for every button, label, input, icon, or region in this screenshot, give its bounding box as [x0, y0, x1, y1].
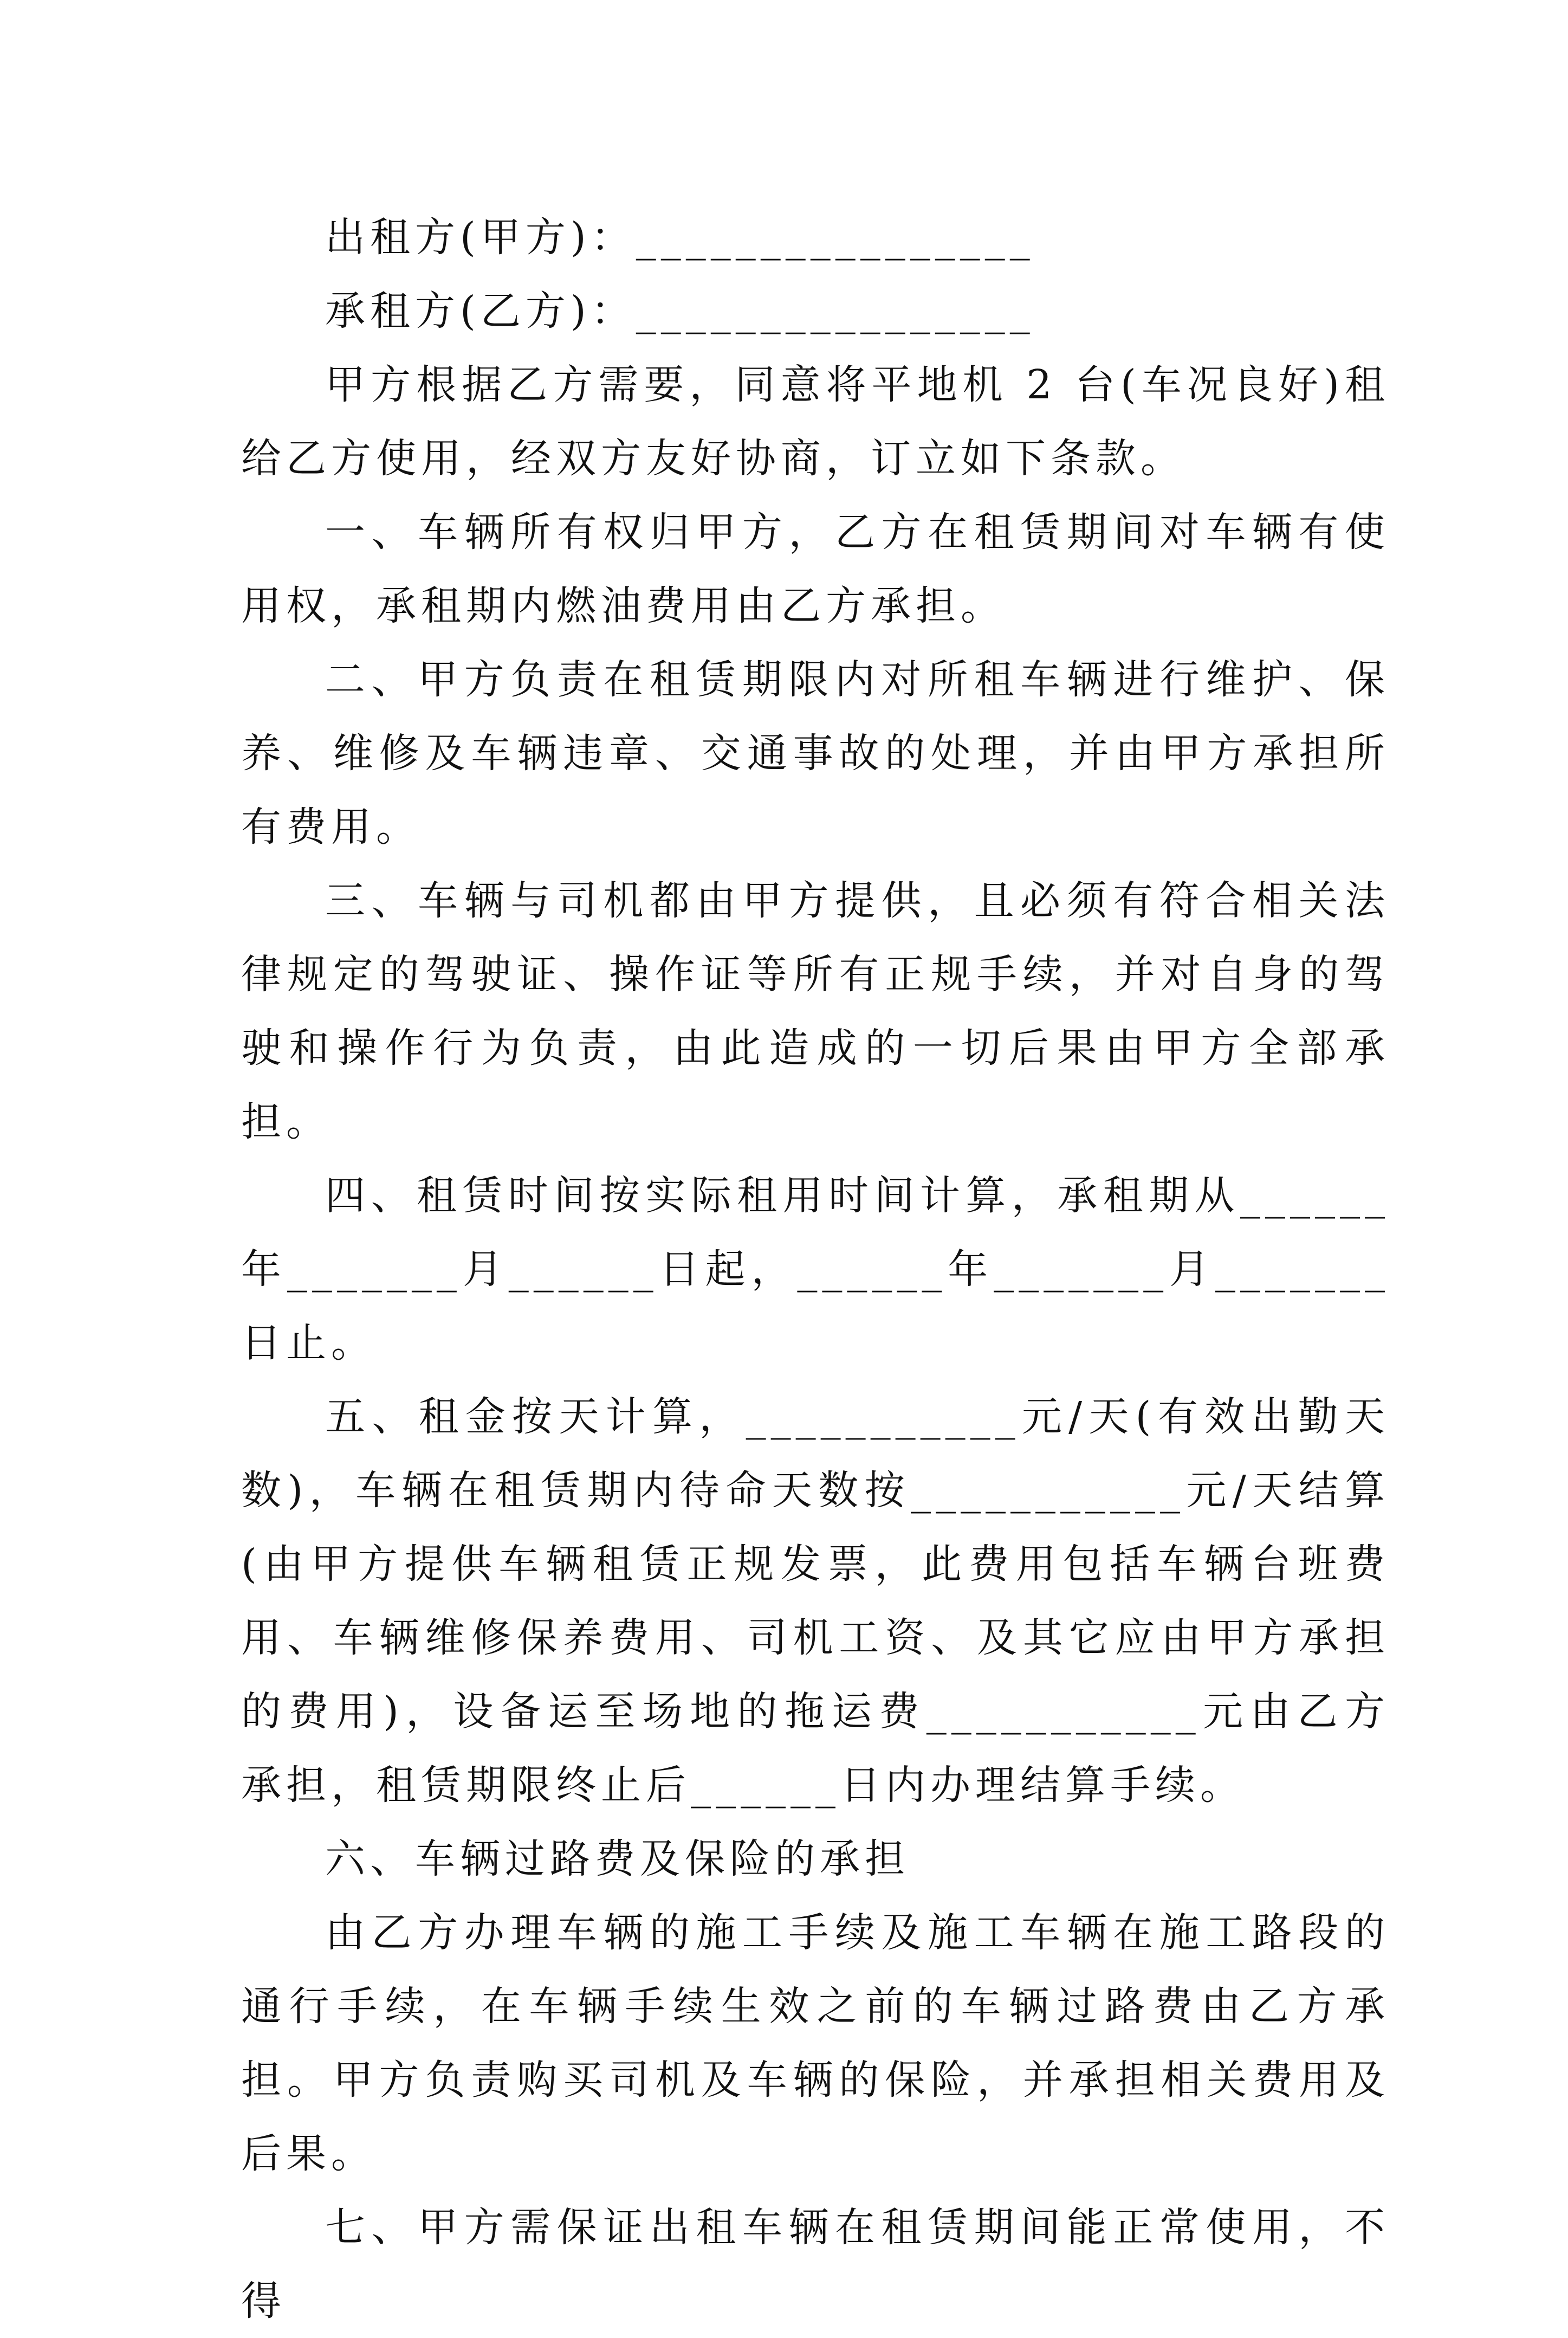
- paragraph-text: 五、租金按天计算，___________元/天(有效出勤天数)，车辆在租赁期内待命天数按___________元/天结算(由甲方提供车辆租赁正规发票，此费用包括车辆台班费用、车辆维修保养费用、司机工资、及其它应由甲方承担的费用)，设备运至场地的拖运费___________元由乙方承担，租赁期限终止后______日内办理结算手续。: [241, 1393, 1390, 1809]
- clause-1: [241, 495, 1390, 643]
- clause-3: [241, 864, 1390, 1159]
- paragraph-text: 二、甲方负责在租赁期限内对所租车辆进行维护、保养、维修及车辆违章、交通事故的处理，并由甲方承担所有费用。: [241, 656, 1390, 850]
- paragraph-text: 甲方根据乙方需要，同意将平地机 2 台(车况良好)租给乙方使用，经双方友好协商，订立如下条款。: [241, 361, 1390, 482]
- lessor-field: [241, 201, 1390, 274]
- paragraph-text: 一、车辆所有权归甲方，乙方在租赁期间对车辆有使用权，承租期内燃油费用由乙方承担。: [241, 509, 1390, 629]
- clause-5: [241, 1380, 1390, 1822]
- clause-6-heading: [241, 1822, 1390, 1896]
- clause-6-body: [241, 1896, 1390, 2191]
- paragraph-text: 三、车辆与司机都由甲方提供，且必须有符合相关法律规定的驾驶证、操作证等所有正规手续，并对自身的驾驶和操作行为负责，由此造成的一切后果由甲方全部承担。: [241, 877, 1390, 1145]
- paragraph-text: 四、租赁时间按实际租用时间计算，承租期从______年_______月______日起，______年_______月_______日止。: [241, 1172, 1390, 1366]
- paragraph-text: 由乙方办理车辆的施工手续及施工车辆在施工路段的通行手续，在车辆手续生效之前的车辆过路费由乙方承担。甲方负责购买司机及车辆的保险，并承担相关费用及后果。: [241, 1909, 1390, 2177]
- paragraph-text: 承租方(乙方)：________________: [325, 288, 1035, 334]
- paragraph-text: 六、车辆过路费及保险的承担: [325, 1836, 910, 1882]
- lessee-field: [241, 274, 1390, 348]
- intro-paragraph: [241, 348, 1390, 495]
- clause-7: [241, 2191, 1390, 2338]
- paragraph-text: 出租方(甲方)：________________: [325, 214, 1035, 261]
- contract-body: [241, 201, 1390, 2338]
- clause-2: [241, 643, 1390, 864]
- clause-4: [241, 1159, 1390, 1380]
- paragraph-text: 七、甲方需保证出租车辆在租赁期间能正常使用，不得: [241, 2204, 1390, 2324]
